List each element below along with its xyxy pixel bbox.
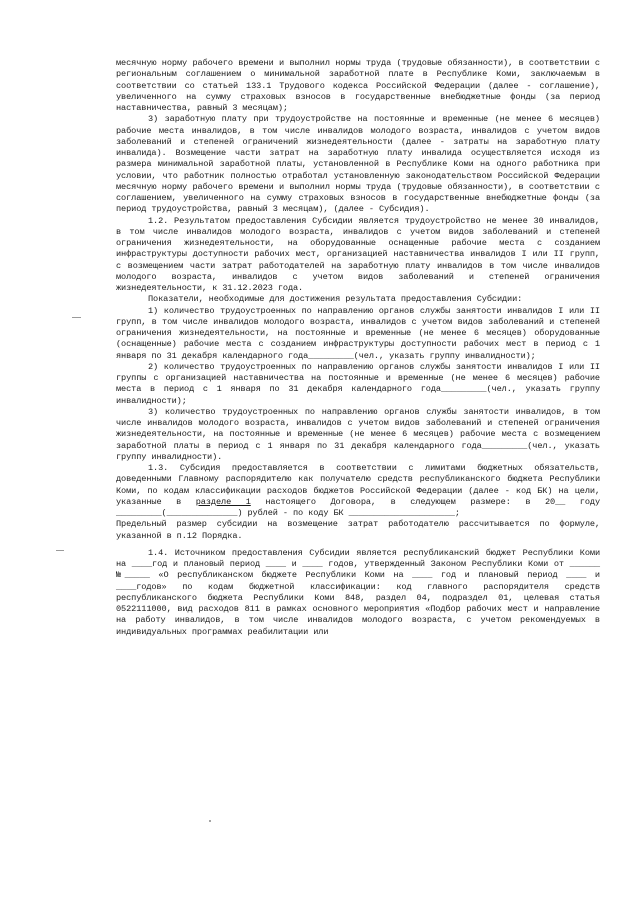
paragraph: Предельный размер субсидии на возмещение затрат работодателю рассчитывается по формуле, указанной в п.12 Порядка. [116, 519, 600, 541]
paragraph: 1.4. Источником предоставления Субсидии является республиканский бюджет Республики Коми на ____год и плановый период ____ и ____ годов, утвержденный Законом Республики Коми от ______ №_____ «О республиканском бюджете Республики Коми на ____ год и плановый период ____ и ____годов» по кодам бюджетной классификации: код главного распорядителя средств республиканского бюджета Республики Коми 848, раздел 04, подраздел 01, целевая статья 0522111000, вид расходов 811 в рамках основного мероприятия «Подбор рабочих мест и направление на работу инвалидов, в том числе инвалидов молодого возраста, с учетом рекомендуемых в индивидуальных программах реабилитации или [116, 547, 600, 637]
paragraph: 2) количество трудоустроенных по направлению органов службы занятости инвалидов I или II группы с организацией наставничества на постоянные и временные (не менее 6 месяцев) рабочие места в период с 1 января по 31 декабря календарного года_________(чел., указать группу инвалидности); [116, 361, 600, 406]
section-reference: разделе 1 [195, 496, 251, 507]
paragraph: 3) заработную плату при трудоустройстве на постоянные и временные (не менее 6 месяцев) рабочие места инвалидов, в том числе инвалидов молодого возраста, инвалидов с учетом видов заболеваний и степеней ограничений жизнедеятельности (далее - затраты на заработную плату инвалида). Возмещение части затрат на заработную плату инвалида осуществляется исходя из размера минимальной заработной платы, установленной в Республике Коми на одного работника при условии, что работник полностью отработал установленную законодательством Российской Федерации месячную норму рабочего времени и выполнил нормы труда (трудовые обязанности), в соответствии с соглашением, увеличенного на сумму страховых взносов в государственные внебюджетные фонды (за период трудоустройства, равный 3 месяцам), (далее - Субсидия). [116, 114, 600, 215]
scan-speck [209, 820, 211, 822]
paragraph: месячную норму рабочего времени и выполнил нормы труда (трудовые обязанности), в соответствии с региональным соглашением о минимальной заработной плате в Республике Коми, заключаемым в соответствии со статьей 133.1 Трудового кодекса Российской Федерации (далее - соглашение), увеличенного на сумму страховых взносов в государственные внебюджетные фонды (за период наставничества, равный 3 месяцам); [116, 58, 600, 113]
paragraph: 3) количество трудоустроенных по направлению органов службы занятости инвалидов, в том числе инвалидов молодого возраста, инвалидов с учетом видов заболеваний и степеней ограничения жизнедеятельности, на постоянные и временные (не менее 6 месяцев) рабочие места с возмещением заработной платы в период с 1 января по 31 декабря календарного года_________(чел., указать группу инвалидности). [116, 406, 600, 462]
margin-mark [72, 317, 81, 318]
margin-mark [56, 550, 64, 551]
paragraph: 1) количество трудоустроенных по направлению органов службы занятости инвалидов I или II групп, в том числе инвалидов молодого возраста, инвалидов с учетом видов заболеваний и степеней ограничения жизнедеятельности, на постоянные и временные (не менее 6 месяцев) оборудованные (оснащенные) рабочие места с созданием инфраструктуры доступности рабочих мест в период с 1 января по 31 декабря календарного года_________(чел., указать группу инвалидности); [116, 305, 600, 361]
paragraph: Показатели, необходимые для достижения результата предоставления Субсидии: [148, 294, 523, 305]
paragraph: 1.2. Результатом предоставления Субсидии является трудоустройство не менее 30 инвалидов, в том числе инвалидов молодого возраста, инвалидов с учетом видов заболеваний и степеней ограничения жизнедеятельности, на оборудованные оснащенные рабочие места с созданием инфраструктуры доступности рабочих мест, организацией наставничества инвалидов I или II групп, с возмещением части затрат работодателей на заработную плату инвалидов в том числе инвалидов молодого возраста, инвалидов с учетом видов заболеваний и степеней ограничения жизнедеятельности, к 31.12.2023 года. [116, 215, 600, 293]
document-body [116, 58, 600, 638]
paragraph: 1.3. Субсидия предоставляется в соответствии с лимитами бюджетных обязательств, доведенными Главному распорядителю как получателю средств республиканского бюджета Республики Коми, по кодам классификации расходов бюджетов Российской Федерации (далее - код БК) на цели, указанные в разделе 1 настоящего Договора, в следующем размере: в 20__ году _________(______________) рублей - по коду БК _____________________; [116, 463, 601, 518]
